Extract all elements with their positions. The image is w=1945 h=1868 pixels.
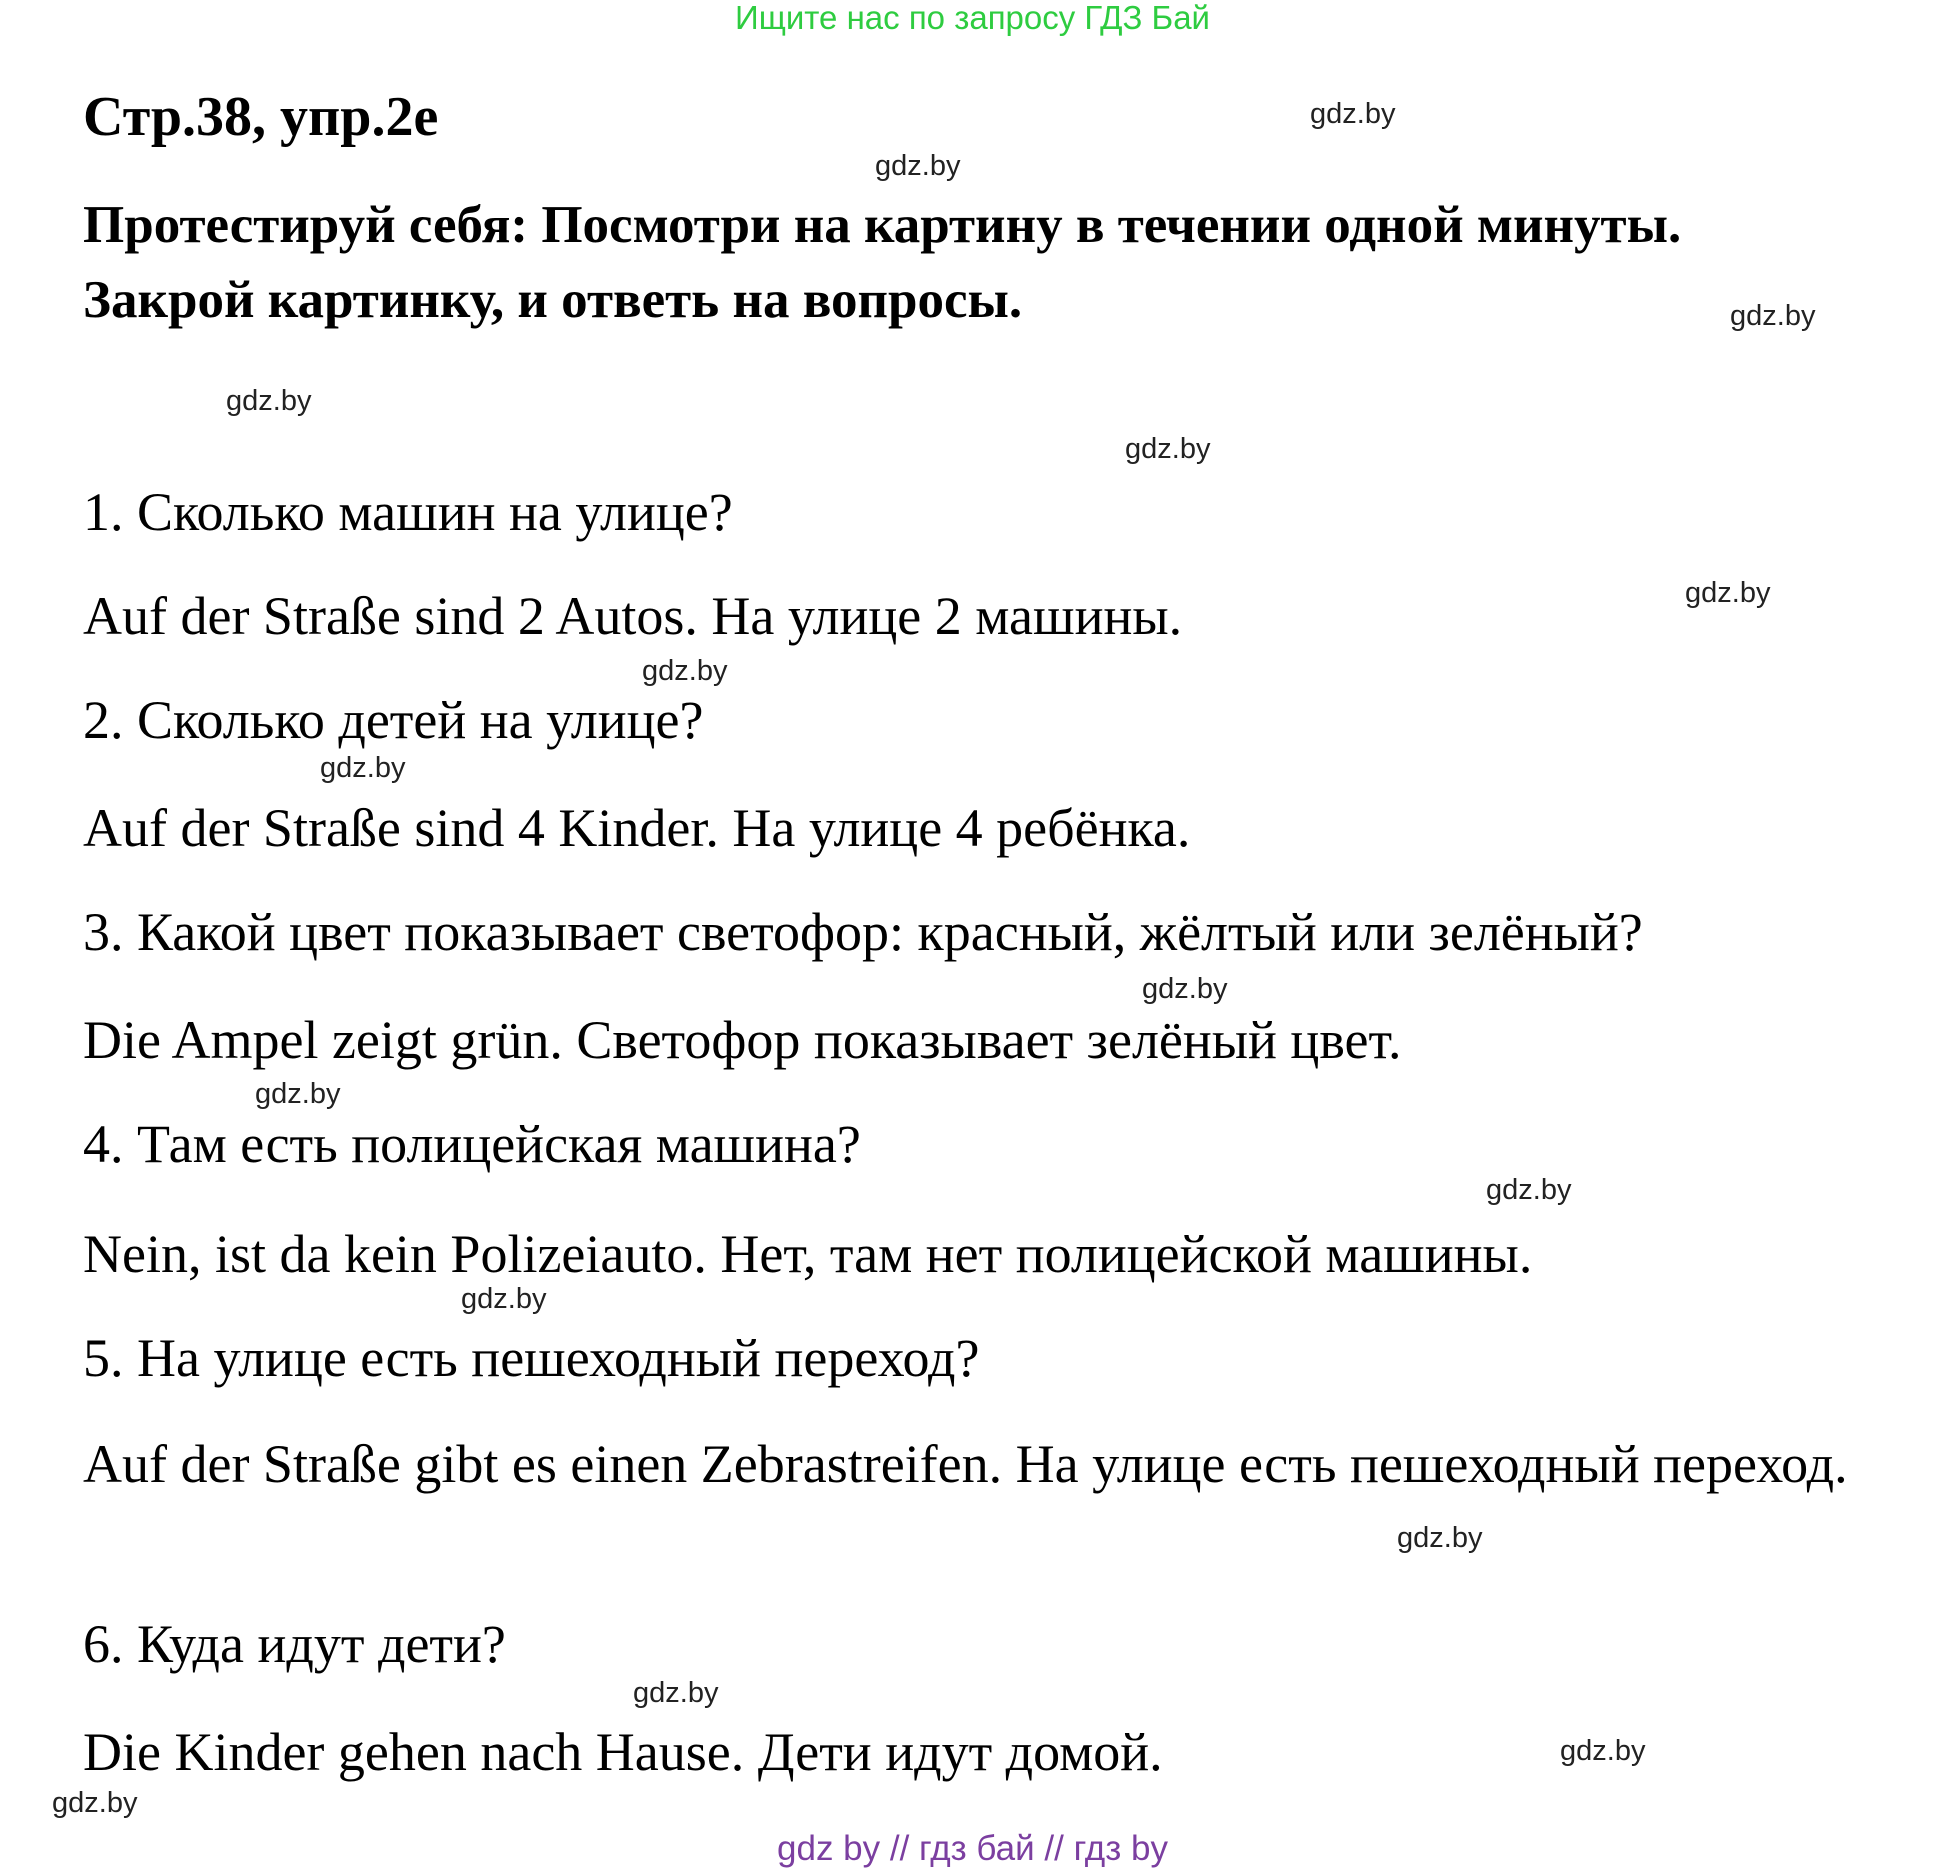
question-5: 5. На улице есть пешеходный переход? bbox=[83, 1328, 980, 1388]
question-4: 4. Там есть полицейская машина? bbox=[83, 1114, 861, 1174]
answer-2: Auf der Straße sind 4 Kinder. На улице 4 ребёнка. bbox=[83, 798, 1191, 858]
page-title: Стр.38, упр.2е bbox=[83, 86, 439, 148]
top-banner: Ищите нас по запросу ГДЗ Бай bbox=[735, 0, 1210, 36]
watermark: gdz.by bbox=[1486, 1174, 1572, 1206]
question-1: 1. Сколько машин на улице? bbox=[83, 482, 733, 542]
watermark: gdz.by bbox=[633, 1677, 719, 1709]
watermark: gdz.by bbox=[1142, 973, 1228, 1005]
watermark: gdz.by bbox=[320, 752, 406, 784]
answer-5: Auf der Straße gibt es einen Zebrastreifen. На улице есть пешеходный переход. bbox=[83, 1434, 1848, 1494]
watermark: gdz.by bbox=[642, 655, 728, 687]
task-line-2: Закрой картинку, и ответь на вопросы. bbox=[83, 271, 1023, 329]
watermark: gdz.by bbox=[226, 385, 312, 417]
answer-4: Nein, ist da kein Polizeiauto. Нет, там нет полицейской машины. bbox=[83, 1224, 1533, 1284]
watermark: gdz.by bbox=[1685, 577, 1771, 609]
answer-1: Auf der Straße sind 2 Autos. На улице 2 машины. bbox=[83, 586, 1183, 646]
watermark: gdz.by bbox=[461, 1283, 547, 1315]
watermark: gdz.by bbox=[1125, 433, 1211, 465]
watermark: gdz.by bbox=[1310, 98, 1396, 130]
answer-6: Die Kinder gehen nach Hause. Дети идут домой. bbox=[83, 1722, 1163, 1782]
task-instruction bbox=[83, 188, 1883, 338]
task-line-1: Протестируй себя: Посмотри на картину в течении одной минуты. bbox=[83, 196, 1682, 254]
answer-3: Die Ampel zeigt grün. Светофор показывает зелёный цвет. bbox=[83, 1010, 1402, 1070]
watermark: gdz.by bbox=[1397, 1522, 1483, 1554]
question-2: 2. Сколько детей на улице? bbox=[83, 690, 704, 750]
footer-links: gdz by // гдз бай // гдз by bbox=[777, 1829, 1168, 1868]
watermark: gdz.by bbox=[1730, 300, 1816, 332]
watermark: gdz.by bbox=[875, 150, 961, 182]
watermark: gdz.by bbox=[52, 1787, 138, 1819]
question-3: 3. Какой цвет показывает светофор: красный, жёлтый или зелёный? bbox=[83, 902, 1643, 962]
question-6: 6. Куда идут дети? bbox=[83, 1614, 506, 1674]
watermark: gdz.by bbox=[1560, 1735, 1646, 1767]
watermark: gdz.by bbox=[255, 1078, 341, 1110]
